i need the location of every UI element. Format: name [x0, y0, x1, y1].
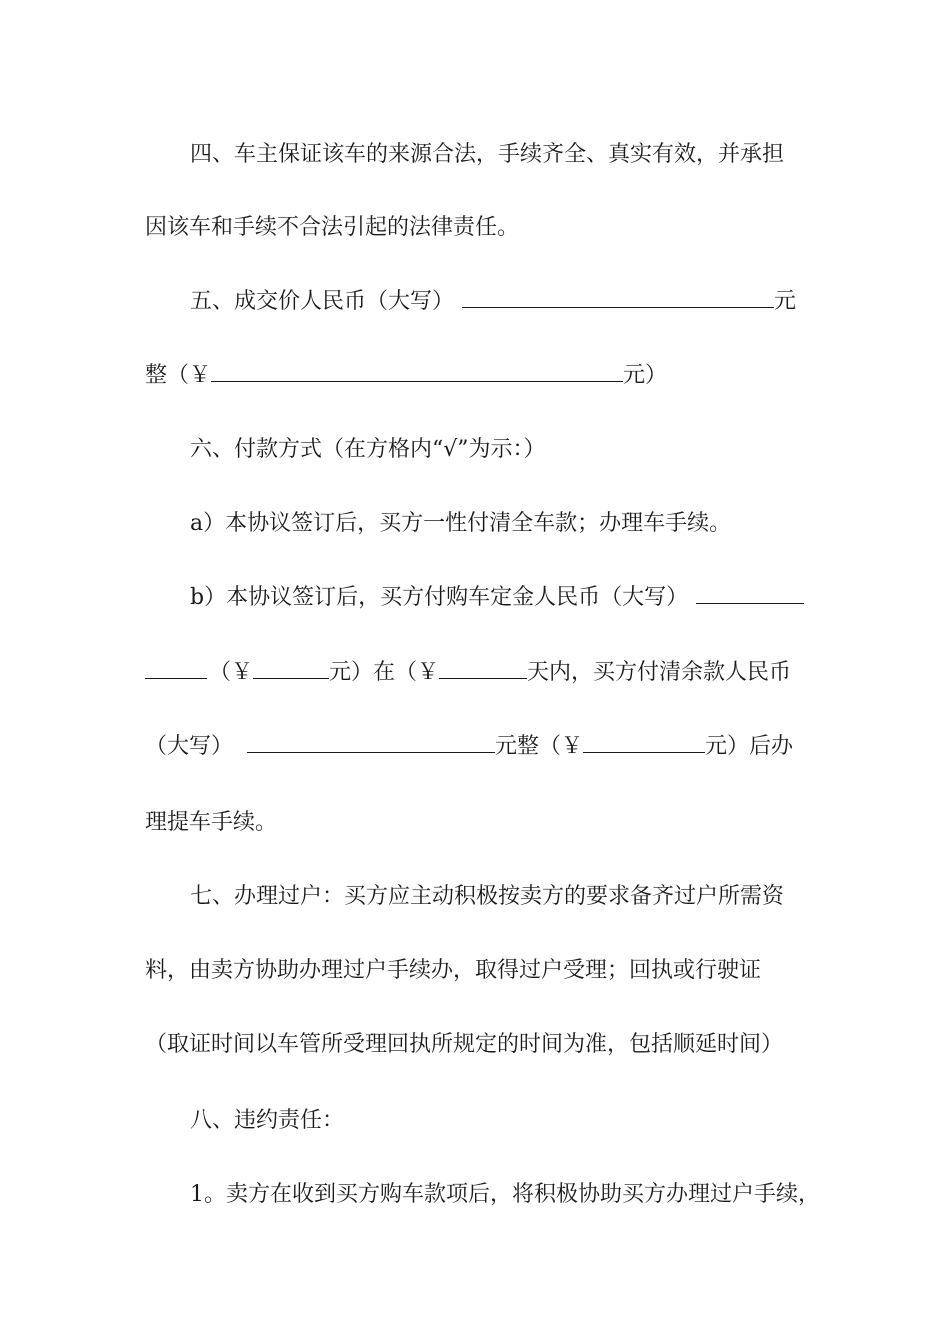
clause-5-line-2 [145, 361, 667, 391]
balance-figure-label: 元整（￥ [495, 734, 584, 759]
breach-title: 八、违约责任： [190, 1108, 345, 1133]
price-figure-unit: 元） [623, 363, 668, 388]
option-b-line-1 [190, 583, 804, 613]
clause-7-text-2: 料，由卖方协助办理过户手续办，取得过户受理；回执或行驶证 [145, 958, 762, 983]
price-label: 五、成交价人民币（大写） [190, 289, 455, 314]
clause-4-text-2: 因该车和手续不合法引起的法律责任。 [145, 215, 520, 240]
price-words-blank[interactable] [462, 289, 774, 308]
deposit-figure-label: （￥ [209, 660, 254, 685]
clause-4-line-1 [190, 140, 784, 170]
price-figure-label: 整（￥ [145, 363, 212, 388]
clause-7-text-3: （取证时间以车管所受理回执所规定的时间为准，包括顺延时间） [145, 1032, 784, 1057]
clause-7-line-3 [145, 1030, 783, 1060]
breach-item-1-text: 1。卖方在收到买方购车款项后，将积极协助买方办理过户手续， [190, 1182, 820, 1207]
deposit-figure-blank[interactable] [253, 660, 329, 679]
option-b-text-1: b）本协议签订后，买方付购车定金人民币（大写） [190, 585, 689, 610]
price-unit: 元 [774, 289, 797, 314]
clause-8-item-1 [190, 1180, 820, 1210]
deposit-words-blank-cont[interactable] [145, 660, 207, 679]
clause-5-line-1 [190, 287, 796, 317]
option-b-line-3 [145, 732, 793, 762]
option-a-text: a）本协议签订后，买方一性付清全车款；办理车手续。 [190, 511, 732, 536]
clause-7-line-1 [190, 882, 784, 912]
clause-4-line-2 [145, 213, 519, 243]
balance-words-blank[interactable] [247, 734, 495, 753]
option-a-line [190, 509, 731, 539]
balance-figure-unit: 元）后办 [705, 734, 794, 759]
balance-words-label: （大写） [145, 734, 234, 759]
clause-4-text-1: 四、车主保证该车的来源合法，手续齐全、真实有效，并承担 [190, 142, 785, 167]
payment-method-title: 六、付款方式（在方格内“√”为示：） [190, 437, 546, 462]
option-b-line-4 [145, 808, 277, 838]
balance-text: 天内，买方付清余款人民币 [527, 660, 792, 685]
option-b-line-2 [145, 658, 791, 688]
deposit-days-label: 元）在（￥ [329, 660, 440, 685]
clause-7-text-1: 七、办理过户：买方应主动积极按卖方的要求备齐过户所需资 [190, 884, 785, 909]
days-blank[interactable] [439, 660, 527, 679]
balance-figure-blank[interactable] [583, 734, 705, 753]
clause-8-heading [190, 1106, 344, 1136]
clause-7-line-2 [145, 956, 761, 986]
deposit-words-blank[interactable] [696, 585, 804, 604]
clause-6-heading [190, 435, 546, 465]
option-b-text-4: 理提车手续。 [145, 810, 278, 835]
price-figure-blank[interactable] [211, 363, 623, 382]
